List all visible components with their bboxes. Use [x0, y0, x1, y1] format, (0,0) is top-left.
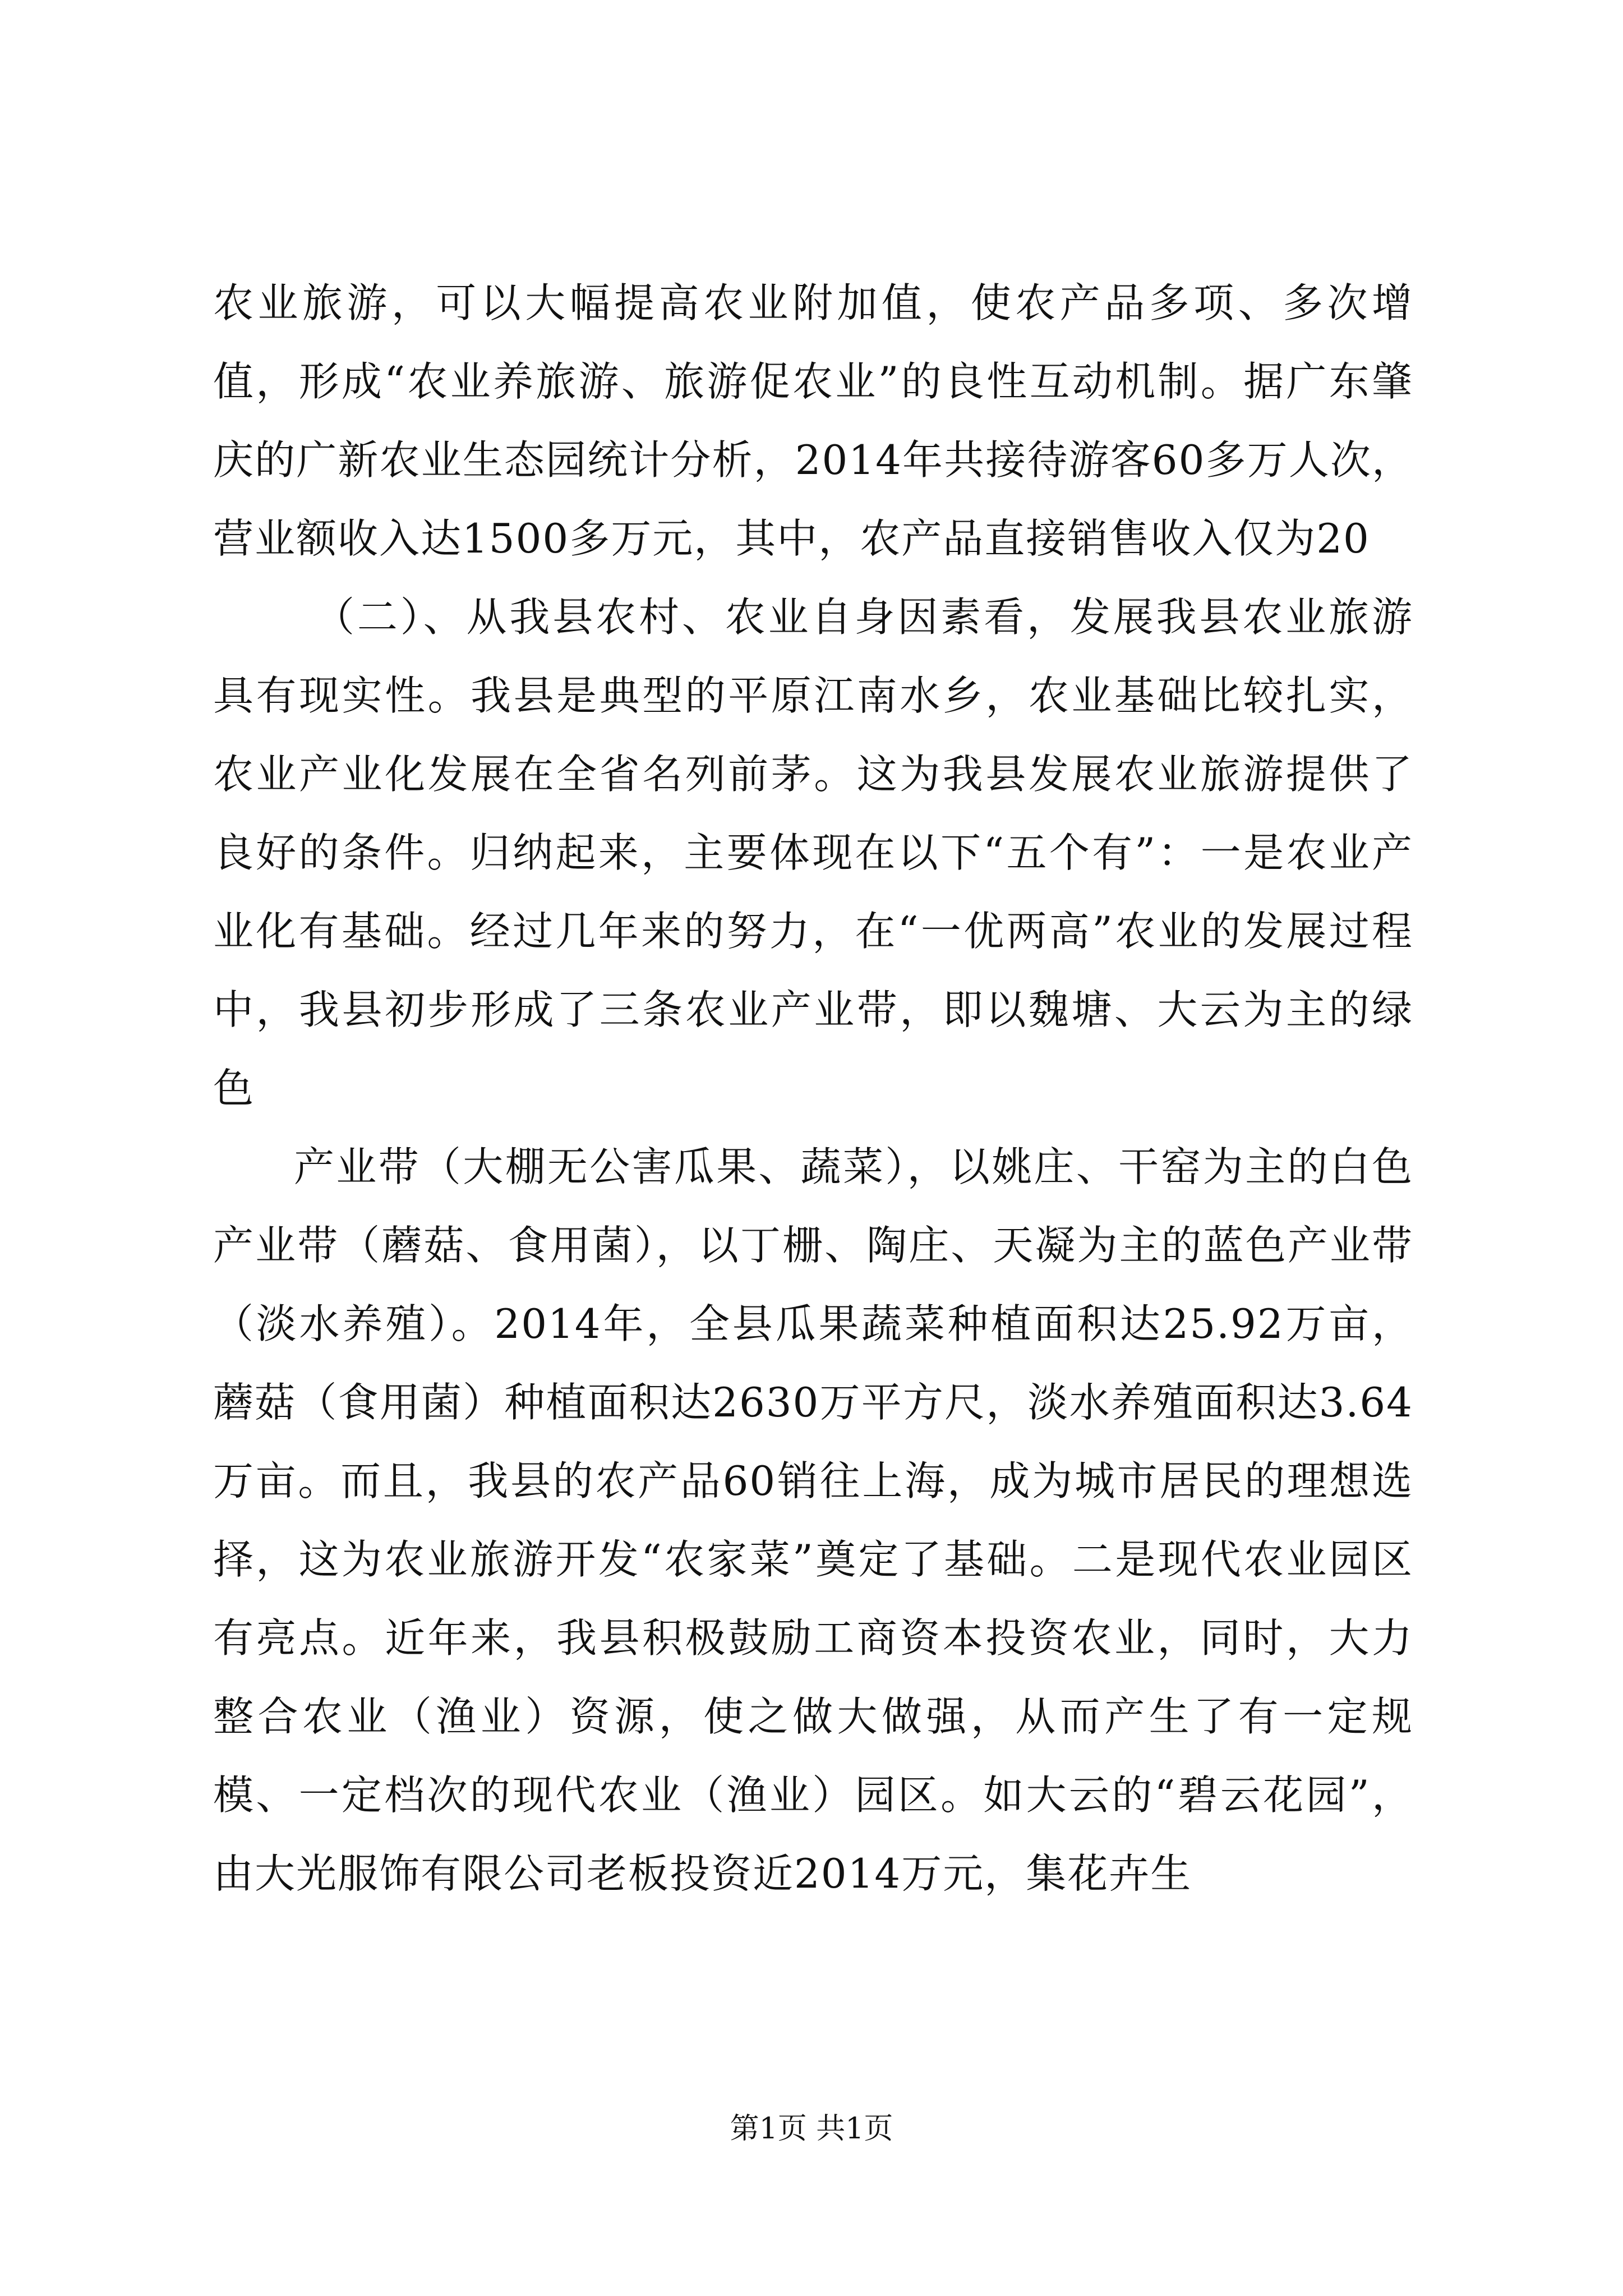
paragraph-3: 产业带（大棚无公害瓜果、蔬菜），以姚庄、干窑为主的白色产业带（蘑菇、食用菌），以丁栅、陶庄、天凝为主的蓝色产业带（淡水养殖）。2014年，全县瓜果蔬菜种植面积达25.92万亩，蘑菇（食用菌）种植面积达2630万平方尺，淡水养殖面积达3.64万亩。而且，我县的农产品60销往上海，成为城市居民的理想选择，这为农业旅游开发“农家菜”奠定了基础。二是现代农业园区有亮点。近年来，我县积极鼓励工商资本投资农业，同时，大力整合农业（渔业）资源，使之做大做强，从而产生了有一定规模、一定档次的现代农业（渔业）园区。如大云的“碧云花园”，由大光服饰有限公司老板投资近2014万元，集花卉生	[213, 1143, 1413, 1897]
page-footer: 第1页 共1页	[730, 2112, 893, 2146]
paragraph-2: （二）、从我县农村、农业自身因素看，发展我县农业旅游具有现实性。我县是典型的平原江南水乡，农业基础比较扎实，农业产业化发展在全省名列前茅。这为我县发展农业旅游提供了良好的条件。归纳起来，主要体现在以下“五个有”：一是农业产业化有基础。经过几年来的努力，在“一优两高”农业的发展过程中，我县初步形成了三条农业产业带，即以魏塘、大云为主的绿色	[213, 593, 1413, 1112]
paragraph-1: 农业旅游，可以大幅提高农业附加值，使农产品多项、多次增值，形成“农业养旅游、旅游促农业”的良性互动机制。据广东肇庆的广新农业生态园统计分析，2014年共接待游客60多万人次，营业额收入达1500多万元，其中，农产品直接销售收入仅为20	[213, 279, 1413, 562]
document-body	[213, 264, 1413, 1913]
